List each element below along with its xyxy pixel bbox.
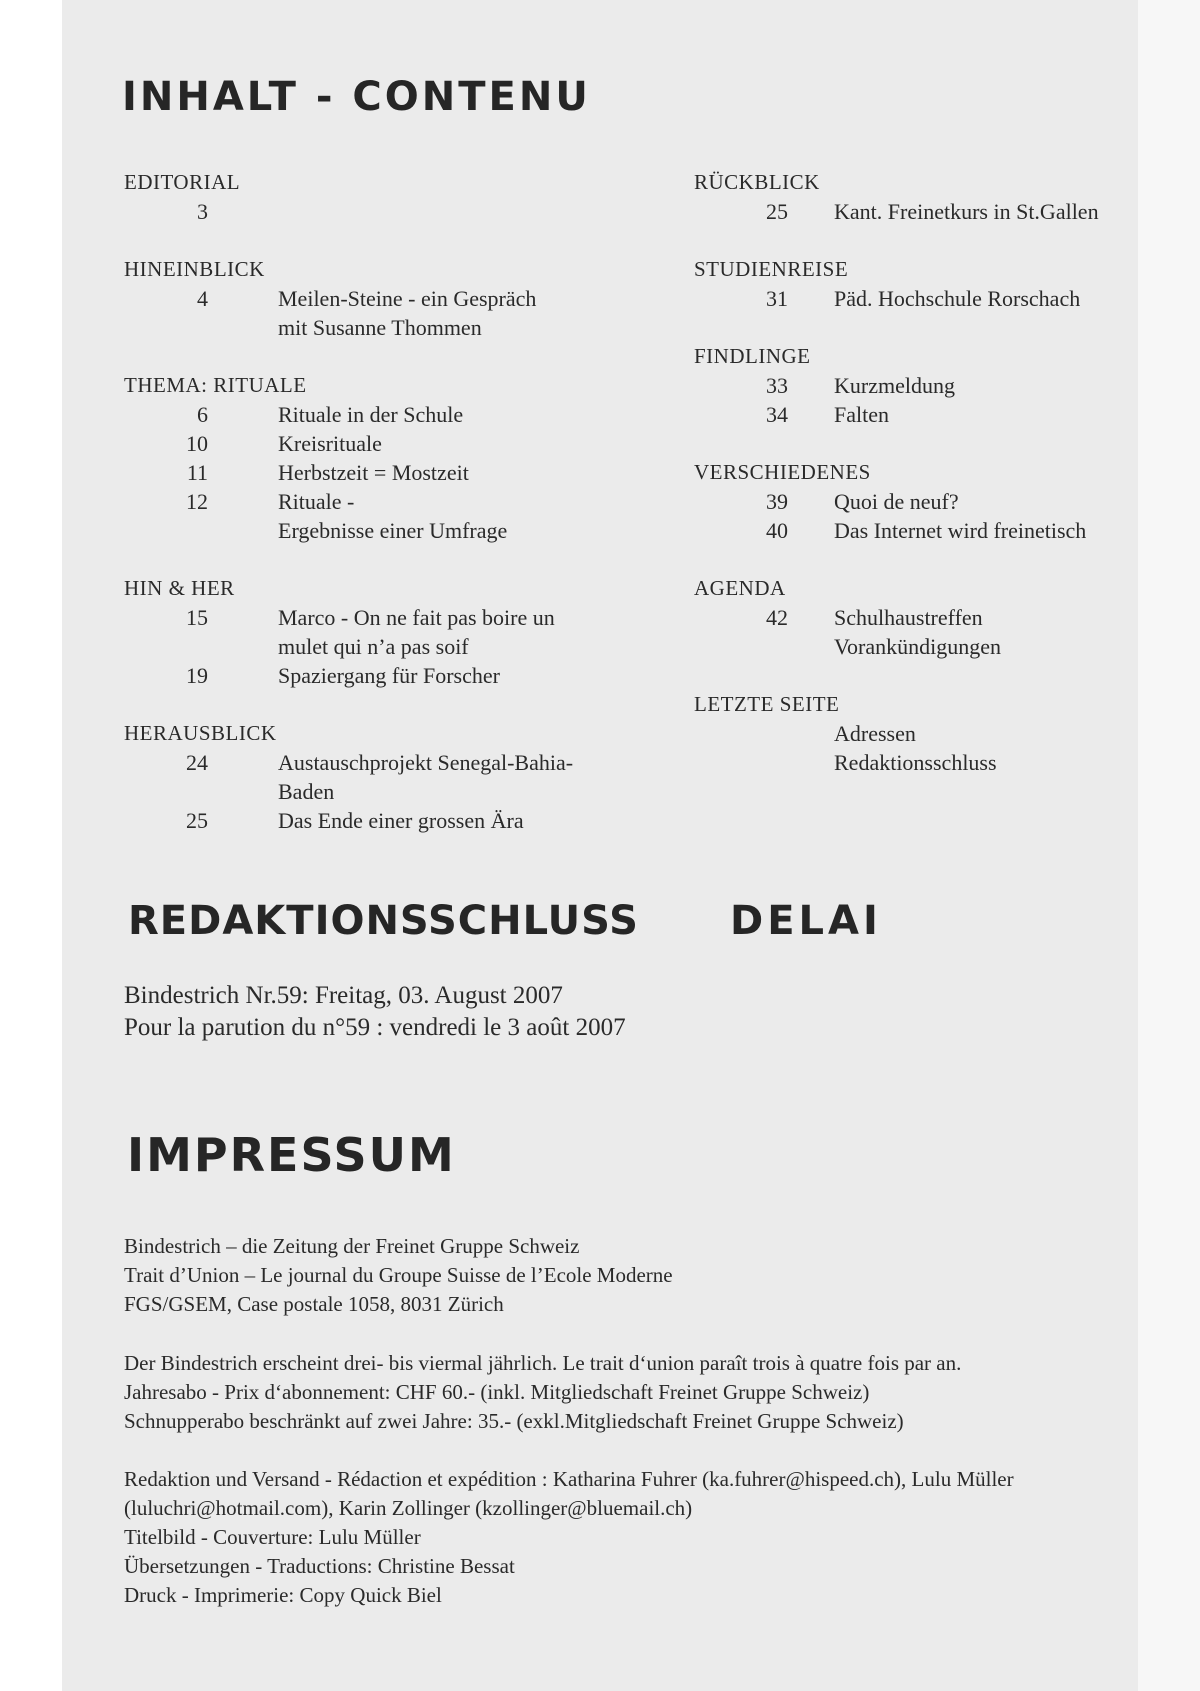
toc-entry-title: Adressen xyxy=(834,721,916,746)
toc-page-number: 33 xyxy=(766,373,788,398)
toc-entry xyxy=(694,516,1144,545)
toc-section xyxy=(694,342,1144,429)
deadline-text xyxy=(124,980,626,1044)
deadline-heading-fr: DELAI xyxy=(730,898,882,944)
toc-entry xyxy=(694,748,1144,777)
toc-entry xyxy=(124,661,664,690)
toc-page-number: 25 xyxy=(766,199,788,224)
toc-section-title: STUDIENREISE xyxy=(694,257,849,281)
toc-entry xyxy=(124,458,664,487)
impressum-line: Jahresabo - Prix d‘abonnement: CHF 60.- (inkl. Mitgliedschaft Freinet Gruppe Schweiz) xyxy=(124,1380,870,1404)
toc-section xyxy=(124,719,664,835)
toc-page-number: 25 xyxy=(186,808,208,833)
toc-page-number: 31 xyxy=(766,286,788,311)
toc-page-number xyxy=(694,632,788,661)
toc-entry xyxy=(124,632,664,661)
toc-page-number: 15 xyxy=(186,605,208,630)
impressum-line: FGS/GSEM, Case postale 1058, 8031 Zürich xyxy=(124,1292,504,1316)
toc-section-title: RÜCKBLICK xyxy=(694,170,820,194)
toc-section-title: HERAUSBLICK xyxy=(124,721,277,745)
toc-entry xyxy=(694,719,1144,748)
toc-entry xyxy=(694,603,1144,632)
toc-page-number xyxy=(124,516,208,545)
toc-entry xyxy=(124,400,664,429)
toc-page-number xyxy=(124,777,208,806)
toc-section-title: THEMA: RITUALE xyxy=(124,373,307,397)
toc-entry-title: Meilen-Steine - ein Gespräch xyxy=(278,286,537,311)
impressum-line: Der Bindestrich erscheint drei- bis viermal jährlich. Le trait d‘union paraît trois à quatre fois par an. xyxy=(124,1351,962,1375)
toc-entry-title: Herbstzeit = Mostzeit xyxy=(278,460,469,485)
impressum-line: Bindestrich – die Zeitung der Freinet Gruppe Schweiz xyxy=(124,1234,580,1258)
toc-entry-title: Falten xyxy=(834,402,889,427)
toc-left-column xyxy=(124,168,664,864)
toc-section-title: EDITORIAL xyxy=(124,170,241,194)
impressum-line: Druck - Imprimerie: Copy Quick Biel xyxy=(124,1583,442,1607)
toc-entry-title: Kant. Freinetkurs in St.Gallen xyxy=(834,199,1099,224)
toc-page-number: 40 xyxy=(766,518,788,543)
toc-entry xyxy=(124,429,664,458)
toc-entry xyxy=(694,197,1144,226)
toc-page-number: 19 xyxy=(186,663,208,688)
toc-entry-title: Kreisrituale xyxy=(278,431,382,456)
contents-heading: INHALT - CONTENU xyxy=(122,74,591,120)
toc-section xyxy=(694,574,1144,661)
toc-entry xyxy=(124,806,664,835)
toc-entry-title: Austauschprojekt Senegal-Bahia- xyxy=(278,750,574,775)
toc-entry-title xyxy=(208,197,664,226)
impressum-line: Schnupperabo beschränkt auf zwei Jahre: 35.- (exkl.Mitgliedschaft Freinet Gruppe Schweiz) xyxy=(124,1409,904,1433)
toc-entry-title: Päd. Hochschule Rorschach xyxy=(834,286,1081,311)
toc-entry xyxy=(694,371,1144,400)
toc-entry-title: Baden xyxy=(278,779,335,804)
toc-entry xyxy=(124,313,664,342)
impressum-line: (luluchri@hotmail.com), Karin Zollinger (kzollinger@bluemail.ch) xyxy=(124,1496,693,1520)
toc-section-title: HIN & HER xyxy=(124,576,235,600)
toc-entry-title: Schulhaustreffen xyxy=(834,605,983,630)
toc-page-number xyxy=(694,719,788,748)
toc-entry xyxy=(124,197,664,226)
toc-entry xyxy=(124,516,664,545)
impressum-line: Trait d’Union – Le journal du Groupe Suisse de l’Ecole Moderne xyxy=(124,1263,673,1287)
toc-section xyxy=(124,371,664,545)
toc-page-number: 34 xyxy=(766,402,788,427)
toc-entry-title: Das Internet wird freinetisch xyxy=(834,518,1087,543)
impressum-heading: IMPRESSUM xyxy=(127,1128,456,1182)
impressum-line: Übersetzungen - Traductions: Christine Bessat xyxy=(124,1554,515,1578)
toc-entry xyxy=(694,400,1144,429)
toc-entry xyxy=(124,777,664,806)
toc-entry xyxy=(124,748,664,777)
toc-entry-title: Rituale in der Schule xyxy=(278,402,464,427)
toc-page-number xyxy=(124,313,208,342)
deadline-line-fr: Pour la parution du n°59 : vendredi le 3 août 2007 xyxy=(124,1014,626,1041)
toc-section-title: VERSCHIEDENES xyxy=(694,460,871,484)
toc-page-number: 3 xyxy=(197,199,208,224)
toc-section-title: FINDLINGE xyxy=(694,344,811,368)
toc-section xyxy=(694,458,1144,545)
toc-entry-title: Marco - On ne fait pas boire un xyxy=(278,605,555,630)
toc-entry xyxy=(124,487,664,516)
toc-page-number xyxy=(124,632,208,661)
toc-section xyxy=(124,255,664,342)
toc-page-number: 42 xyxy=(766,605,788,630)
toc-page-number: 12 xyxy=(186,489,208,514)
toc-section-title: AGENDA xyxy=(694,576,786,600)
toc-page-number: 4 xyxy=(197,286,208,311)
deadline-heading-de: REDAKTIONSSCHLUSS xyxy=(128,898,639,944)
toc-page-number: 6 xyxy=(197,402,208,427)
toc-entry xyxy=(694,284,1144,313)
toc-entry-title: Spaziergang für Forscher xyxy=(278,663,500,688)
toc-section xyxy=(124,574,664,690)
toc-entry-title: Das Ende einer grossen Ära xyxy=(278,808,524,833)
impressum-publisher-block xyxy=(124,1232,673,1319)
toc-entry-title: mulet qui n’a pas soif xyxy=(278,634,469,659)
impressum-line: Redaktion und Versand - Rédaction et expédition : Katharina Fuhrer (ka.fuhrer@hispeed.ch), Lulu Müller xyxy=(124,1467,1014,1491)
toc-section xyxy=(694,255,1144,313)
toc-entry-title: Vorankündigungen xyxy=(834,634,1002,659)
toc-section xyxy=(694,690,1144,777)
toc-entry xyxy=(124,284,664,313)
impressum-subscription-block xyxy=(124,1349,961,1436)
toc-section xyxy=(124,168,664,226)
toc-page-number xyxy=(694,748,788,777)
deadline-line-de: Bindestrich Nr.59: Freitag, 03. August 2007 xyxy=(124,982,563,1009)
toc-section-title: HINEINBLICK xyxy=(124,257,265,281)
toc-entry-title: Kurzmeldung xyxy=(834,373,955,398)
page-margin xyxy=(1138,0,1200,1691)
toc-page-number: 10 xyxy=(186,431,208,456)
toc-entry-title: Ergebnisse einer Umfrage xyxy=(278,518,508,543)
impressum-credits-block xyxy=(124,1465,1134,1610)
toc-right-column xyxy=(694,168,1144,806)
toc-section-title: LETZTE SEITE xyxy=(694,692,840,716)
toc-entry-title: Rituale - xyxy=(278,489,355,514)
toc-entry-title: Redaktionsschluss xyxy=(834,750,997,775)
toc-entry-title: Quoi de neuf? xyxy=(834,489,959,514)
toc-section xyxy=(694,168,1144,226)
toc-entry xyxy=(694,487,1144,516)
toc-page-number: 24 xyxy=(186,750,208,775)
toc-entry xyxy=(694,632,1144,661)
toc-page-number: 39 xyxy=(766,489,788,514)
toc-page-number: 11 xyxy=(186,460,208,485)
impressum-line: Titelbild - Couverture: Lulu Müller xyxy=(124,1525,421,1549)
toc-entry-title: mit Susanne Thommen xyxy=(278,315,482,340)
toc-entry xyxy=(124,603,664,632)
